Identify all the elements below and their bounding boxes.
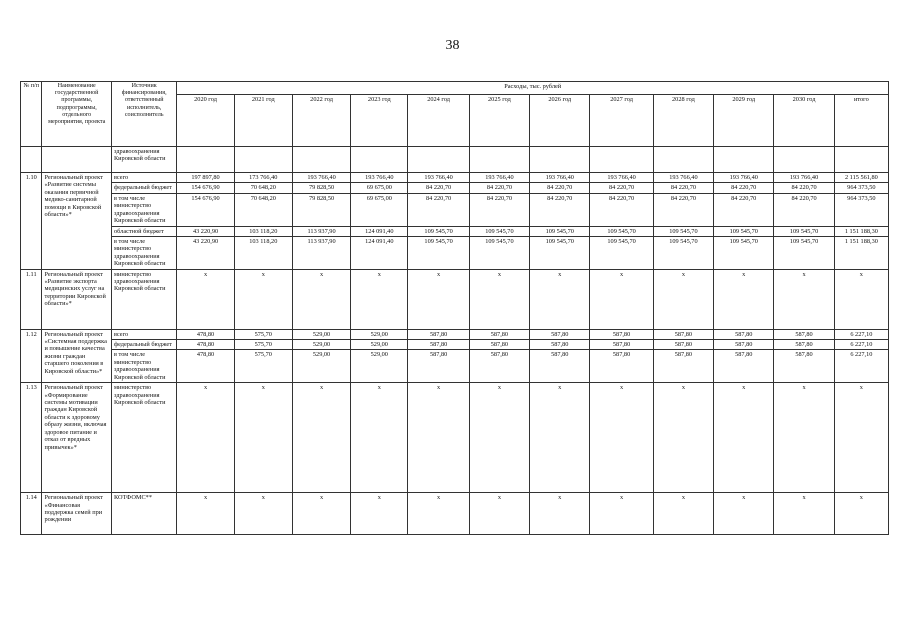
row-value: 84 220,70: [530, 183, 590, 193]
row-value: 79 828,50: [292, 193, 350, 226]
row-value: x: [292, 383, 350, 493]
header-year: 2025 год: [469, 95, 529, 147]
row-value: 587,80: [774, 340, 834, 350]
row-value: 587,80: [408, 350, 469, 383]
table-row: [21, 147, 889, 173]
row-value: 193 766,40: [408, 173, 469, 183]
row-value: 575,70: [234, 329, 292, 339]
row-value: 113 937,90: [292, 226, 350, 236]
row-value: x: [530, 383, 590, 493]
row-value: [234, 147, 292, 173]
row-value: x: [530, 493, 590, 535]
header-year: итого: [834, 95, 888, 147]
table-row: [21, 236, 889, 269]
row-value: x: [234, 493, 292, 535]
table-row: [21, 193, 889, 226]
row-name: Региональный проект «Формирование системы мотивации граждан Кировской области к здоровому образу жизни, включая здоровое питание и отказ от вредных привычек»*: [42, 383, 112, 493]
row-value: x: [408, 269, 469, 329]
row-source: областной бюджет: [111, 226, 176, 236]
row-value: 478,80: [177, 340, 234, 350]
row-value: 124 091,40: [351, 226, 408, 236]
row-value: x: [714, 269, 774, 329]
row-source: в том числе министерство здравоохранения Кировской области: [111, 236, 176, 269]
header-year: 2022 год: [292, 95, 350, 147]
table-row: [21, 329, 889, 339]
row-value: 6 227,10: [834, 340, 888, 350]
row-value: 109 545,70: [408, 236, 469, 269]
row-value: 587,80: [590, 329, 653, 339]
row-value: 84 220,70: [653, 193, 713, 226]
row-name: [42, 147, 112, 173]
row-index: 1.13: [21, 383, 42, 493]
row-value: x: [834, 269, 888, 329]
header-year: 2026 год: [530, 95, 590, 147]
row-value: 109 545,70: [774, 226, 834, 236]
row-value: 84 220,70: [408, 193, 469, 226]
row-source: в том числе министерство здравоохранения Кировской области: [111, 193, 176, 226]
table-row: [21, 350, 889, 383]
row-value: 84 220,70: [714, 183, 774, 193]
row-value: 529,00: [292, 350, 350, 383]
page-number: 38: [445, 38, 460, 53]
row-value: x: [177, 269, 234, 329]
row-value: x: [292, 269, 350, 329]
row-value: 109 545,70: [590, 236, 653, 269]
row-value: 964 373,50: [834, 193, 888, 226]
header-year: 2029 год: [714, 95, 774, 147]
row-value: 79 828,50: [292, 183, 350, 193]
row-value: x: [653, 493, 713, 535]
row-value: 69 675,00: [351, 193, 408, 226]
header-year: 2021 год: [234, 95, 292, 147]
row-source: здравоохранения Кировской области: [111, 147, 176, 173]
row-value: 529,00: [351, 350, 408, 383]
row-value: 193 766,40: [774, 173, 834, 183]
table-row: [21, 493, 889, 535]
header-year: 2024 год: [408, 95, 469, 147]
row-value: [177, 147, 234, 173]
row-value: 84 220,70: [590, 183, 653, 193]
row-value: 193 766,40: [714, 173, 774, 183]
row-value: 109 545,70: [408, 226, 469, 236]
row-source: федеральный бюджет: [111, 183, 176, 193]
row-value: 84 220,70: [714, 193, 774, 226]
row-source: федеральный бюджет: [111, 340, 176, 350]
row-value: 154 676,90: [177, 183, 234, 193]
row-value: x: [469, 269, 529, 329]
table-row: [21, 383, 889, 493]
row-value: [774, 147, 834, 173]
row-value: 193 766,40: [530, 173, 590, 183]
row-value: x: [351, 493, 408, 535]
row-value: 84 220,70: [774, 183, 834, 193]
row-value: x: [590, 383, 653, 493]
table-row: [21, 226, 889, 236]
row-value: 70 648,20: [234, 183, 292, 193]
row-value: 478,80: [177, 329, 234, 339]
row-value: 587,80: [653, 350, 713, 383]
table-row: [21, 183, 889, 193]
row-value: 587,80: [530, 350, 590, 383]
row-value: 43 220,90: [177, 236, 234, 269]
header-expenses: Расходы, тыс. рублей: [177, 82, 889, 95]
row-value: x: [590, 493, 653, 535]
row-name: Региональный проект «Развитие системы оказания первичной медико-санитарной помощи в Кировской области»*: [42, 173, 112, 270]
row-value: x: [234, 383, 292, 493]
row-value: 529,00: [351, 340, 408, 350]
row-value: 587,80: [408, 329, 469, 339]
row-value: 109 545,70: [714, 236, 774, 269]
row-value: x: [234, 269, 292, 329]
row-value: 109 545,70: [714, 226, 774, 236]
row-value: 587,80: [408, 340, 469, 350]
row-value: 529,00: [292, 329, 350, 339]
row-index: 1.11: [21, 269, 42, 329]
row-value: [530, 147, 590, 173]
row-value: 109 545,70: [469, 226, 529, 236]
row-value: 103 118,20: [234, 226, 292, 236]
row-value: [653, 147, 713, 173]
row-value: 193 766,40: [469, 173, 529, 183]
header-year: 2023 год: [351, 95, 408, 147]
row-value: 587,80: [469, 340, 529, 350]
row-value: 113 937,90: [292, 236, 350, 269]
header-year: 2028 год: [653, 95, 713, 147]
row-value: 587,80: [714, 340, 774, 350]
row-value: x: [834, 493, 888, 535]
row-value: 6 227,10: [834, 329, 888, 339]
row-value: 109 545,70: [590, 226, 653, 236]
row-source: в том числе министерство здравоохранения Кировской области: [111, 350, 176, 383]
row-source: КОТФОМС**: [111, 493, 176, 535]
row-value: x: [351, 269, 408, 329]
row-value: 193 766,40: [590, 173, 653, 183]
row-value: [351, 147, 408, 173]
row-value: 1 151 188,30: [834, 226, 888, 236]
row-value: x: [469, 493, 529, 535]
row-value: [834, 147, 888, 173]
row-source: министерство здравоохранения Кировской области: [111, 269, 176, 329]
row-value: 109 545,70: [774, 236, 834, 269]
row-value: x: [774, 493, 834, 535]
header-year: 2027 год: [590, 95, 653, 147]
row-value: 587,80: [530, 329, 590, 339]
row-value: 84 220,70: [408, 183, 469, 193]
row-value: 173 766,40: [234, 173, 292, 183]
row-value: 193 766,40: [292, 173, 350, 183]
row-index: 1.14: [21, 493, 42, 535]
row-value: 84 220,70: [530, 193, 590, 226]
row-value: x: [590, 269, 653, 329]
row-value: x: [714, 383, 774, 493]
row-value: 575,70: [234, 340, 292, 350]
row-source: министерство здравоохранения Кировской области: [111, 383, 176, 493]
row-value: 587,80: [590, 350, 653, 383]
row-value: x: [469, 383, 529, 493]
row-value: x: [408, 493, 469, 535]
row-value: 587,80: [774, 350, 834, 383]
row-value: 109 545,70: [653, 226, 713, 236]
row-value: 84 220,70: [590, 193, 653, 226]
row-value: 964 373,50: [834, 183, 888, 193]
row-name: Региональный проект «Системная поддержка и повышение качества жизни граждан старшего поколения в Кировской области»*: [42, 329, 112, 383]
row-value: x: [714, 493, 774, 535]
row-value: x: [774, 269, 834, 329]
row-value: 109 545,70: [653, 236, 713, 269]
row-value: 193 766,40: [351, 173, 408, 183]
row-value: 587,80: [714, 329, 774, 339]
row-name: Региональный проект «Развитие экспорта медицинских услуг на территории Кировской области»*: [42, 269, 112, 329]
row-value: 124 091,40: [351, 236, 408, 269]
row-value: 2 115 561,80: [834, 173, 888, 183]
row-value: 587,80: [774, 329, 834, 339]
row-value: 587,80: [469, 350, 529, 383]
row-value: x: [653, 383, 713, 493]
row-value: 84 220,70: [774, 193, 834, 226]
header-source: Источник финансирования, ответственный исполнитель, соисполнитель: [111, 82, 176, 147]
row-value: 109 545,70: [530, 236, 590, 269]
row-value: 197 897,80: [177, 173, 234, 183]
row-index: [21, 147, 42, 173]
row-value: 154 676,90: [177, 193, 234, 226]
header-year: 2020 год: [177, 95, 234, 147]
row-value: x: [292, 493, 350, 535]
table-row: [21, 269, 889, 329]
row-value: 587,80: [714, 350, 774, 383]
row-value: 69 675,00: [351, 183, 408, 193]
row-value: [714, 147, 774, 173]
row-value: 478,80: [177, 350, 234, 383]
row-value: x: [774, 383, 834, 493]
row-value: 84 220,70: [653, 183, 713, 193]
row-index: 1.12: [21, 329, 42, 383]
row-value: 529,00: [351, 329, 408, 339]
row-value: 587,80: [469, 329, 529, 339]
row-value: [292, 147, 350, 173]
row-value: 587,80: [590, 340, 653, 350]
row-value: x: [351, 383, 408, 493]
row-value: 587,80: [653, 340, 713, 350]
row-value: 84 220,70: [469, 183, 529, 193]
row-source: всего: [111, 329, 176, 339]
row-value: 84 220,70: [469, 193, 529, 226]
table-row: [21, 173, 889, 183]
row-value: x: [177, 493, 234, 535]
expenses-table: [20, 81, 889, 535]
row-value: x: [530, 269, 590, 329]
row-name: Региональный проект «Финансовая поддержка семей при рождении: [42, 493, 112, 535]
row-value: [590, 147, 653, 173]
row-value: x: [834, 383, 888, 493]
row-source: всего: [111, 173, 176, 183]
row-value: x: [177, 383, 234, 493]
row-value: x: [408, 383, 469, 493]
row-value: 109 545,70: [530, 226, 590, 236]
header-name: Наименование государственной программы, подпрограммы, отдельного мероприятия, проекта: [42, 82, 112, 147]
row-value: 103 118,20: [234, 236, 292, 269]
row-value: 575,70: [234, 350, 292, 383]
header-year: 2030 год: [774, 95, 834, 147]
row-value: 529,00: [292, 340, 350, 350]
row-value: 1 151 188,30: [834, 236, 888, 269]
row-value: 43 220,90: [177, 226, 234, 236]
row-value: 193 766,40: [653, 173, 713, 183]
row-value: 109 545,70: [469, 236, 529, 269]
row-value: x: [653, 269, 713, 329]
row-value: 587,80: [653, 329, 713, 339]
row-value: [408, 147, 469, 173]
header-no: № п/п: [21, 82, 42, 147]
row-value: [469, 147, 529, 173]
row-value: 6 227,10: [834, 350, 888, 383]
row-value: 587,80: [530, 340, 590, 350]
row-index: 1.10: [21, 173, 42, 270]
table-row: [21, 340, 889, 350]
row-value: 70 648,20: [234, 193, 292, 226]
